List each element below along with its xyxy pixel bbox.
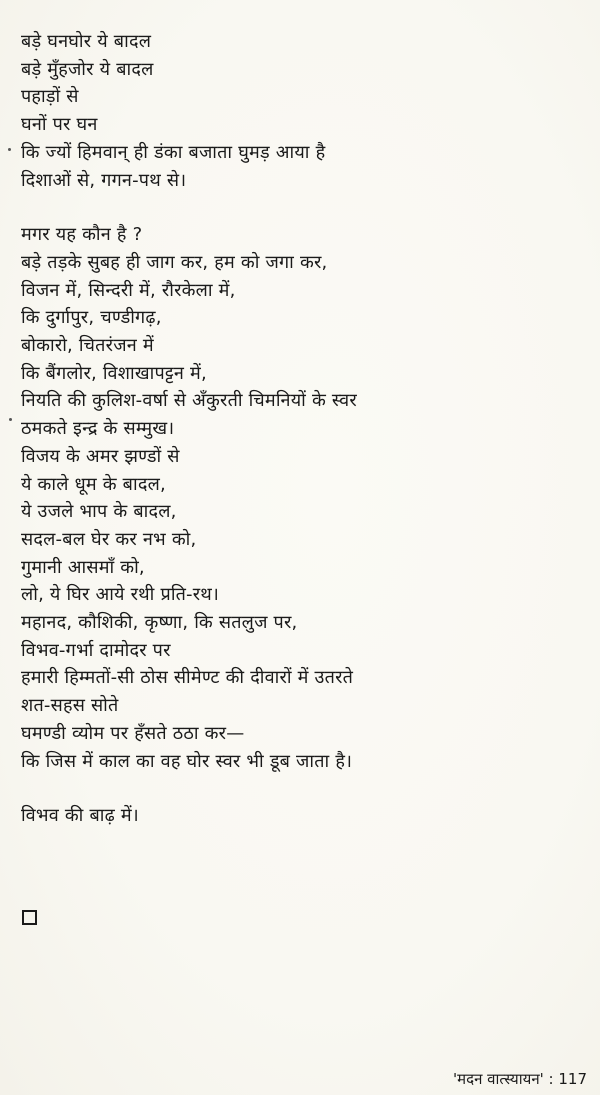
poem-line: मगर यह कौन है ? bbox=[21, 224, 143, 246]
poem-line: ये उजले भाप के बादल, bbox=[21, 501, 177, 523]
poem-line: बड़े घनघोर ये बादल bbox=[21, 31, 152, 52]
poem-line: विभव की बाढ़ में। bbox=[21, 805, 139, 827]
poem-line: महानद, कौशिकी, कृष्णा, कि सतलुज पर, bbox=[21, 612, 298, 634]
poem-line: गुमानी आसमाँ को, bbox=[21, 556, 145, 578]
poem-body bbox=[21, 28, 591, 830]
poem-line: घनों पर घन bbox=[21, 114, 98, 136]
poem-line: कि जिस में काल का वह घोर स्वर भी डूब जाता है। bbox=[21, 750, 353, 772]
square-outline-icon bbox=[22, 910, 37, 925]
poem-line: कि दुर्गापुर, चण्डीगढ़, bbox=[21, 307, 162, 329]
poem-line: कि ज्यों हिमवान् ही डंका बजाता घुमड़ आया है bbox=[21, 141, 326, 163]
poem-line: पहाड़ों से bbox=[21, 86, 79, 108]
poem-line: दिशाओं से, गगन-पथ से। bbox=[21, 169, 187, 191]
poem-line: शत-सहस सोते bbox=[21, 695, 119, 717]
poem-line: विजय के अमर झण्डों से bbox=[21, 445, 180, 467]
poem-line: घमण्डी व्योम पर हँसते ठठा कर— bbox=[21, 722, 245, 744]
poem-line: बड़े तड़के सुबह ही जाग कर, हम को जगा कर, bbox=[21, 251, 328, 273]
poem-line: कि बैंगलोर, विशाखापट्टन में, bbox=[21, 362, 207, 384]
stanza-3 bbox=[21, 802, 591, 830]
poem-line: हमारी हिम्मतों-सी ठोस सीमेण्ट की दीवारों में उतरते bbox=[21, 667, 354, 689]
poem-line: ये काले धूम के बादल, bbox=[21, 473, 166, 495]
poem-line: नियति की कुलिश-वर्षा से अँकुरती चिमनियों के स्वर bbox=[21, 390, 357, 412]
poem-line: लो, ये घिर आये रथी प्रति-रथ। bbox=[21, 584, 220, 606]
poem-line: बोकारो, चितरंजन में bbox=[21, 335, 154, 357]
stanza-gap bbox=[21, 194, 591, 221]
poem-line: विभव-गर्भा दामोदर पर bbox=[21, 639, 171, 661]
poem-line: विजन में, सिन्दरी में, रौरकेला में, bbox=[21, 279, 236, 301]
page-footer: 'मदन वात्स्यायन' : 117 bbox=[453, 1070, 587, 1088]
stanza-1 bbox=[21, 28, 591, 194]
poem-line: ठमकते इन्द्र के सम्मुख। bbox=[21, 418, 175, 440]
margin-mark bbox=[8, 148, 11, 151]
poem-line: बड़े मुँहजोर ये बादल bbox=[21, 58, 154, 80]
stanza-2 bbox=[21, 221, 591, 775]
stanza-gap bbox=[21, 775, 591, 802]
margin-mark bbox=[9, 418, 12, 421]
poem-line: सदल-बल घेर कर नभ को, bbox=[21, 528, 197, 550]
